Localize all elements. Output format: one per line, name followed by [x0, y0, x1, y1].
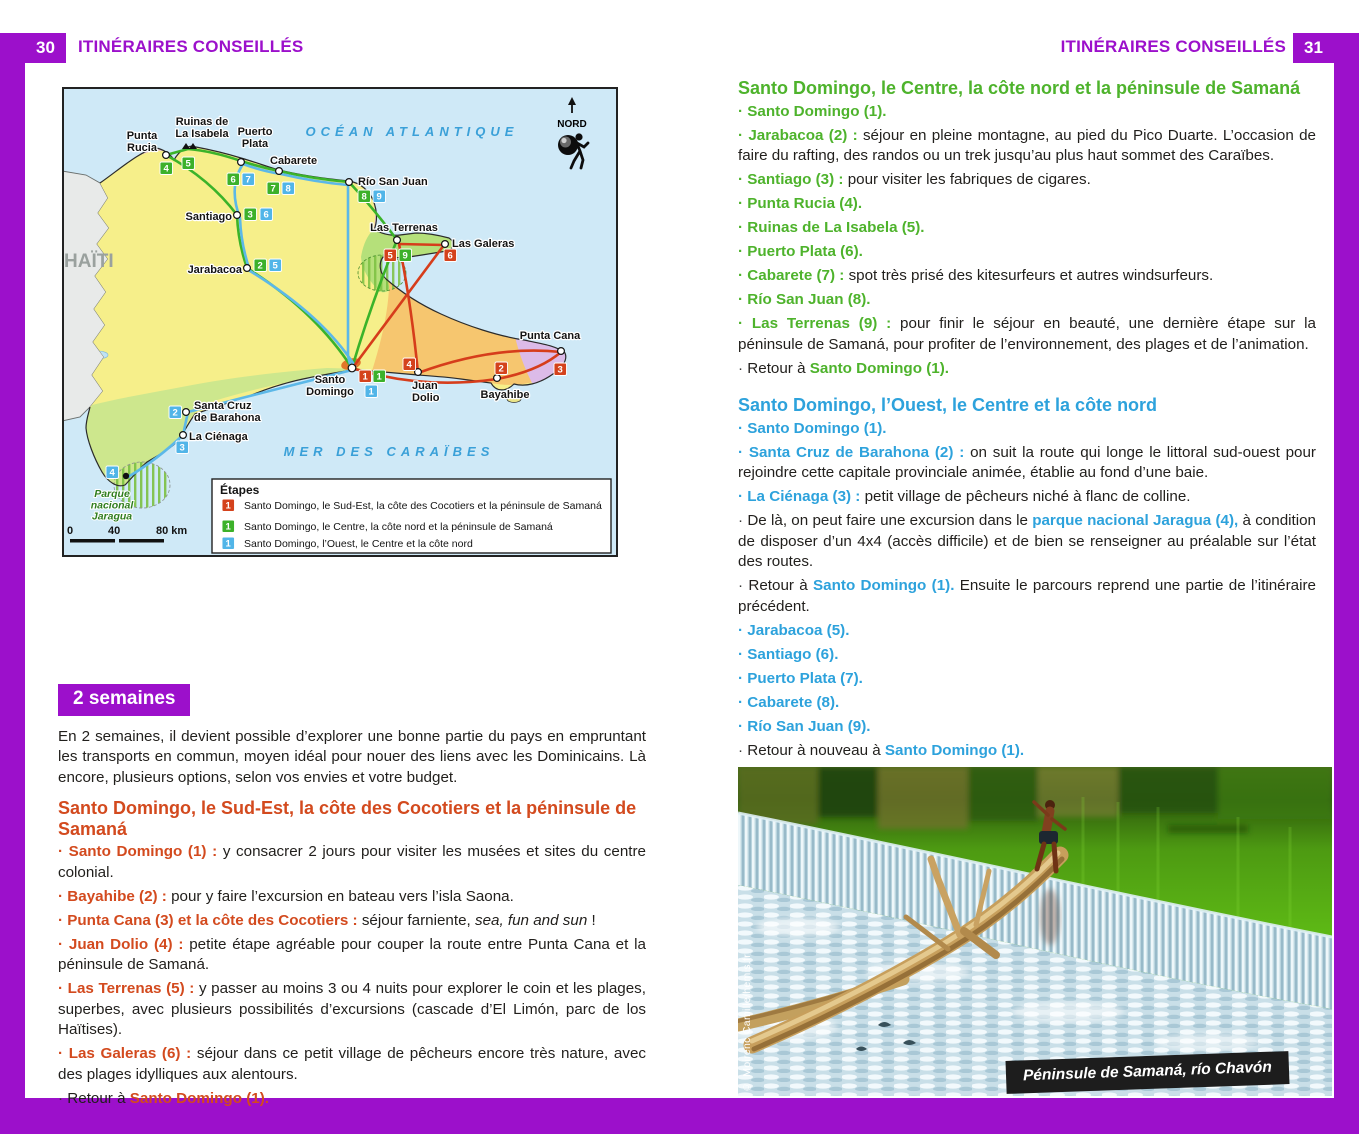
svg-text:2: 2 — [257, 260, 263, 272]
svg-text:4: 4 — [406, 359, 412, 371]
sea-label: MER DES CARAÏBES — [283, 444, 495, 459]
svg-text:2: 2 — [498, 363, 504, 375]
svg-text:1: 1 — [376, 371, 382, 383]
svg-text:6: 6 — [230, 174, 236, 186]
photo-illustration — [738, 767, 1332, 1096]
svg-text:Las Terrenas: Las Terrenas — [370, 222, 438, 234]
svg-text:ParquenacionalJaragua: Parque nacional Jaragua — [90, 488, 134, 523]
svg-text:4: 4 — [109, 467, 115, 479]
svg-text:Jarabacoa: Jarabacoa — [187, 264, 242, 276]
running-head-left: ITINÉRAIRES CONSEILLÉS — [78, 37, 304, 56]
itinerary-step: · Juan Dolio (4) : petite étape agréable pour couper la route entre Punta Cana et la péninsule de Samaná. — [58, 935, 646, 973]
itinerary-step: · Punta Cana (3) et la côte des Cocotiers : séjour farniente, sea, fun and sun ! — [58, 911, 596, 929]
itinerary-step: · Santo Domingo (1) : y consacrer 2 jours pour visiter les musées et sites du centre colonial. — [58, 843, 646, 881]
itinerary-step: · Santiago (3) : pour visiter les fabriques de cigares. — [738, 171, 1091, 188]
svg-text:NORD: NORD — [557, 119, 587, 130]
svg-text:SantoDomingo: Santo Domingo — [306, 374, 354, 398]
svg-text:PuntaRucia: Punta Rucia — [126, 130, 158, 154]
svg-text:Étapes: Étapes — [220, 483, 260, 497]
itinerary-step: · Bayahibe (2) : pour y faire l’excursion en bateau vers l’isla Saona. — [58, 887, 514, 905]
left-edge-band — [0, 33, 25, 1134]
photo-credit: © Moirenc Camille/hemis.fr — [741, 953, 753, 1092]
svg-text:1: 1 — [225, 500, 231, 512]
svg-text:9: 9 — [402, 250, 408, 262]
itinerary-step: · Retour à Santo Domingo (1). — [738, 359, 949, 377]
svg-text:Santo Domingo, l’Ouest, le Cen: Santo Domingo, l’Ouest, le Centre et la côte nord — [244, 538, 473, 550]
section-title-blue: Santo Domingo, l’Ouest, le Centre et la côte nord — [738, 395, 1158, 415]
svg-text:Santo Domingo, le Centre, la c: Santo Domingo, le Centre, la côte nord et la péninsule de Samaná — [244, 521, 553, 533]
itinerary-step: · Las Galeras (6) : séjour dans ce petit village de pêcheurs encore très nature, avec des plages idylliques aux alentours. — [58, 1045, 646, 1083]
itinerary-step: · Las Terrenas (9) : pour finir le séjour en beauté, une dernière étape sur la péninsule de Samaná, pour profiter de l’environnement, des plages et de l’animation. — [738, 315, 1316, 353]
svg-text:5: 5 — [272, 260, 278, 272]
itinerary-step: · Ruinas de La Isabela (5). — [738, 219, 925, 236]
itinerary-step: · Retour à Santo Domingo (1). — [58, 1089, 269, 1107]
itinerary-step: · La Ciénaga (3) : petit village de pêcheurs niché à flanc de colline. — [738, 488, 1191, 505]
duration-badge: 2 semaines — [58, 684, 190, 716]
itinerary-step: · Puerto Plata (6). — [738, 243, 863, 260]
svg-text:8: 8 — [361, 191, 367, 203]
map-legend — [212, 479, 611, 553]
page-number-right: 31 — [1293, 33, 1334, 63]
itinerary-step: · Retour à nouveau à Santo Domingo (1). — [738, 741, 1025, 759]
svg-text:1: 1 — [225, 521, 231, 533]
svg-text:3: 3 — [179, 442, 185, 454]
itinerary-step: · Punta Rucia (4). — [738, 195, 863, 212]
itinerary-step: · Río San Juan (9). — [738, 717, 871, 735]
svg-text:JuanDolio: Juan Dolio — [412, 380, 440, 404]
itinerary-step: · Santo Domingo (1). — [738, 419, 887, 437]
person-reflection — [1040, 889, 1060, 945]
itinerary-step: · Santo Domingo (1). — [738, 102, 887, 120]
itinerary-step: · Santiago (6). — [738, 645, 839, 663]
itinerary-step: · Jarabacoa (2) : séjour en pleine montagne, au pied du Pico Duarte. L’occasion de faire du rafting, des randos ou un trek jusqu’au plus haut sommet des Caraïbes. — [738, 126, 1316, 164]
intro-paragraph: En 2 semaines, il devient possible d’explorer une bonne partie du pays en empruntant les transports en commun, moyen idéal pour nouer des liens avec les Dominicains. Là encore, plusieurs options, selon vos envies et votre budget. — [58, 727, 646, 786]
svg-text:Bayahibe: Bayahibe — [480, 389, 530, 401]
svg-text:80 km: 80 km — [156, 525, 188, 537]
map-svg — [62, 87, 618, 557]
svg-text:La Ciénaga: La Ciénaga — [189, 431, 248, 443]
itinerary-step: · Santa Cruz de Barahona (2) : on suit la route qui longe le littoral sud-ouest pour rejoindre cette capitale provinciale animée, établie au fond d’une baie. — [738, 443, 1316, 481]
itinerary-step: · Puerto Plata (7). — [738, 669, 863, 687]
svg-text:Río San Juan: Río San Juan — [358, 176, 428, 188]
svg-text:7: 7 — [270, 183, 276, 195]
photo-caption: Péninsule de Samaná, río Chavón — [1006, 1051, 1290, 1094]
right-column — [738, 78, 1316, 765]
svg-text:6: 6 — [263, 209, 269, 221]
photo-rio-chavon — [738, 767, 1332, 1096]
svg-text:5: 5 — [185, 158, 191, 170]
svg-text:2: 2 — [172, 407, 178, 419]
svg-text:0: 0 — [67, 525, 74, 537]
right-edge-band — [1334, 33, 1359, 1134]
itinerary-step: · Jarabacoa (5). — [738, 621, 850, 639]
svg-text:6: 6 — [447, 250, 453, 262]
page-number-left: 30 — [25, 33, 66, 63]
svg-text:Ruinas deLa Isabela: Ruinas de La Isabela — [175, 116, 229, 140]
svg-text:Santo Domingo, le Sud-Est, la: Santo Domingo, le Sud-Est, la côte des Cocotiers et la péninsule de Samaná — [244, 500, 602, 512]
svg-text:4: 4 — [163, 163, 169, 175]
svg-text:PuertoPlata: Puerto Plata — [237, 126, 273, 150]
svg-text:7: 7 — [245, 174, 251, 186]
svg-text:1: 1 — [362, 371, 368, 383]
itinerary-map — [62, 87, 618, 557]
svg-text:Las Galeras: Las Galeras — [452, 238, 515, 250]
section-title-green: Santo Domingo, le Centre, la côte nord et la péninsule de Samaná — [738, 78, 1301, 98]
haiti-label: HAÏTI — [64, 251, 114, 272]
svg-text:Punta Cana: Punta Cana — [519, 330, 581, 342]
svg-text:1: 1 — [225, 538, 231, 550]
svg-text:3: 3 — [247, 209, 253, 221]
itinerary-step: · Las Terrenas (5) : y passer au moins 3 ou 4 nuits pour explorer le coin et les plages, superbes, avec plusieurs possibilités d’excursions (cascade d’El Limón, parc de los Haïtises). — [58, 980, 646, 1038]
svg-text:8: 8 — [285, 183, 291, 195]
itinerary-step: · Cabarete (8). — [738, 693, 840, 711]
svg-text:Santiago: Santiago — [185, 211, 232, 223]
svg-text:Santa Cruzde Barahona: Santa Cruz de Barahona — [194, 400, 261, 424]
ocean-label: OCÉAN ATLANTIQUE — [305, 124, 519, 139]
svg-text:5: 5 — [387, 250, 393, 262]
section-title-red: Santo Domingo, le Sud-Est, la côte des Cocotiers et la péninsule de Samaná — [58, 798, 637, 839]
itinerary-step: · De là, on peut faire une excursion dans le parque nacional Jaragua (4), à condition de disposer d’un 4x4 (accès difficile) et de bien se renseigner au préalable sur l’état des routes. — [738, 512, 1317, 570]
svg-text:9: 9 — [376, 191, 382, 203]
itinerary-step: · Río San Juan (8). — [738, 291, 871, 308]
itinerary-step: · Cabarete (7) : spot très prisé des kitesurfeurs et autres windsurfeurs. — [738, 267, 1214, 284]
running-head-right: ITINÉRAIRES CONSEILLÉS — [1060, 37, 1286, 56]
svg-text:1: 1 — [368, 386, 374, 398]
svg-text:Cabarete: Cabarete — [270, 155, 318, 167]
svg-text:40: 40 — [108, 525, 121, 537]
svg-text:3: 3 — [557, 364, 563, 376]
itinerary-step: · Retour à Santo Domingo (1). Ensuite le parcours reprend une partie de l’itinéraire précédent. — [738, 577, 1317, 615]
left-column — [58, 684, 646, 1113]
